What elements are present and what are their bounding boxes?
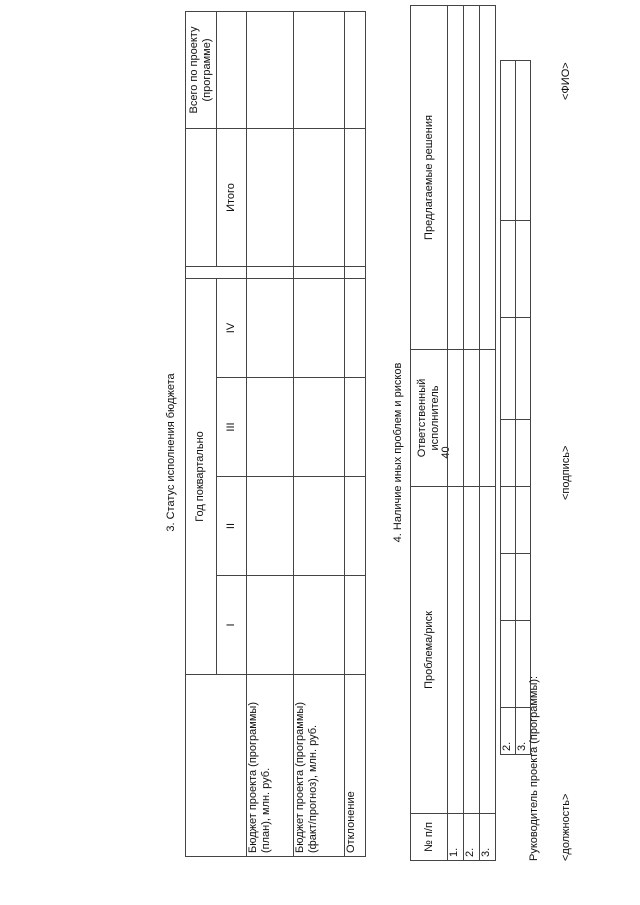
signature-sign: <подпись> — [560, 445, 572, 500]
table-cell — [464, 350, 480, 487]
section4-title: 4. Наличие иных проблем и рисков — [392, 362, 404, 543]
table-cell — [448, 350, 464, 487]
row-number: 2. — [464, 814, 480, 861]
signature-name: <ФИО> — [560, 62, 572, 100]
table-cell — [294, 12, 345, 129]
table-cell — [516, 420, 531, 487]
table-cell — [345, 267, 366, 279]
table-cell — [294, 477, 345, 576]
table-row — [345, 12, 366, 857]
col-header: Проблема/риск — [411, 487, 448, 814]
project-total-header: Всего по проекту (программе) — [186, 12, 217, 129]
table-cell — [516, 318, 531, 420]
table-row — [448, 6, 464, 861]
table-cell — [501, 61, 516, 221]
table-cell — [186, 675, 247, 857]
budget-table — [185, 11, 366, 857]
table-cell — [294, 279, 345, 378]
table-cell — [480, 487, 496, 814]
table-cell — [501, 554, 516, 621]
table-cell — [294, 576, 345, 675]
table-cell — [247, 279, 294, 378]
table-cell: 2. — [501, 708, 516, 755]
table-cell — [247, 477, 294, 576]
page-number: 40 — [440, 446, 452, 459]
col-header: Ответственный исполнитель — [411, 350, 448, 487]
year-header: Год поквартально — [186, 279, 217, 675]
table-row — [516, 61, 531, 755]
table-row — [411, 6, 448, 861]
table-row — [501, 61, 516, 755]
table-cell — [516, 487, 531, 554]
total-header: Итого — [216, 129, 247, 267]
table-row — [186, 12, 217, 857]
table-cell — [501, 621, 516, 708]
table-cell — [345, 576, 366, 675]
table-cell — [345, 279, 366, 378]
table-cell — [345, 477, 366, 576]
table-cell — [448, 6, 464, 350]
table-cell — [480, 6, 496, 350]
section3-title: 3. Статус исполнения бюджета — [165, 373, 177, 532]
table-cell — [294, 378, 345, 477]
table-cell — [247, 129, 294, 267]
table-cell — [516, 554, 531, 621]
table-cell — [345, 129, 366, 267]
table-cell — [247, 378, 294, 477]
table-cell — [294, 267, 345, 279]
table-cell — [216, 12, 247, 129]
table-cell — [501, 318, 516, 420]
table-cell — [247, 12, 294, 129]
row-number: 1. — [448, 814, 464, 861]
signature-position: <должность> — [560, 793, 572, 861]
table-cell — [480, 350, 496, 487]
risks-table — [410, 5, 496, 861]
table-cell — [501, 487, 516, 554]
table-cell — [247, 267, 294, 279]
table-cell — [464, 6, 480, 350]
col-header: № п/п — [411, 814, 448, 861]
table-row — [294, 12, 345, 857]
row-label: Бюджет проекта (программы) (план), млн. руб. — [247, 675, 294, 857]
row-number: 3. — [480, 814, 496, 861]
col-header: Предлагаемые решения — [411, 6, 448, 350]
row-label: Отклонение — [345, 675, 366, 857]
continuation-table — [500, 60, 531, 755]
table-cell — [345, 378, 366, 477]
table-row — [464, 6, 480, 861]
table-cell — [247, 576, 294, 675]
table-cell — [345, 12, 366, 129]
table-cell — [516, 221, 531, 318]
table-cell — [464, 487, 480, 814]
table-cell — [186, 129, 217, 267]
quarter-2: II — [216, 477, 247, 576]
table-cell — [186, 267, 247, 279]
table-cell — [516, 61, 531, 221]
quarter-1: I — [216, 576, 247, 675]
row-label: Бюджет проекта (программы) (факт/прогноз), млн. руб. — [294, 675, 345, 857]
quarter-3: III — [216, 378, 247, 477]
table-cell — [501, 221, 516, 318]
quarter-4: IV — [216, 279, 247, 378]
table-cell — [294, 129, 345, 267]
signature-title: Руководитель проекта (программы): — [528, 675, 540, 861]
table-cell: 3. — [516, 708, 531, 755]
table-cell — [448, 487, 464, 814]
table-row — [480, 6, 496, 861]
table-cell — [501, 420, 516, 487]
table-row — [247, 12, 294, 857]
